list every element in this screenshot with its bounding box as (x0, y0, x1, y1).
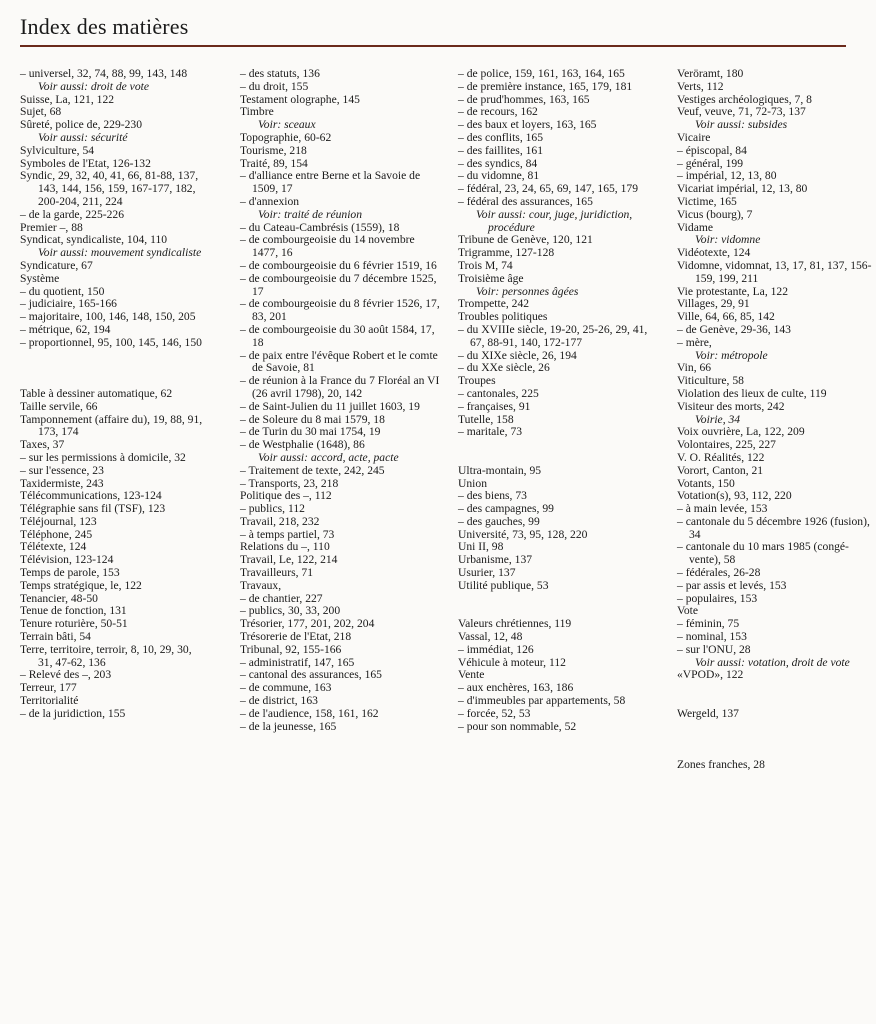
index-entry: – de Genève, 29-36, 143 (677, 322, 791, 336)
index-entry: Terreur, 177 (20, 681, 77, 695)
section-gap (677, 721, 872, 759)
index-entry: Voir: sceaux (258, 118, 316, 132)
index-entry: Téléphone, 245 (20, 527, 93, 541)
index-entry: Vente (458, 668, 485, 682)
index-entry: Voir: métropole (695, 348, 768, 362)
index-entry: – cantonale du 5 décembre 1926 (fusion), 34 (677, 514, 870, 541)
section-gap (458, 439, 653, 465)
index-entry: – majoritaire, 100, 146, 148, 150, 205 (20, 310, 196, 324)
index-entry: Veuf, veuve, 71, 72-73, 137 (677, 105, 806, 119)
index-entry: Vidéotexte, 124 (677, 246, 751, 260)
index-entry: Télévision, 123-124 (20, 553, 114, 567)
index-entry: Veröramt, 180 (677, 67, 744, 80)
index-entry: Syndicat, syndicaliste, 104, 110 (20, 233, 168, 247)
index-entry: – de première instance, 165, 179, 181 (458, 79, 633, 93)
index-entry: – d'immeubles par appartements, 58 (458, 694, 626, 708)
index-entry: – du quotient, 150 (20, 284, 105, 298)
index-column-2 (240, 68, 440, 733)
index-entry: Tenue de fonction, 131 (20, 604, 127, 618)
index-entry: – judiciaire, 165-166 (20, 297, 117, 311)
index-entry: – impérial, 12, 13, 80 (677, 169, 777, 183)
index-entry: – populaires, 153 (677, 591, 758, 605)
index-entry: Vorort, Canton, 21 (677, 463, 764, 477)
section-gap (458, 593, 653, 619)
index-entry: – proportionnel, 95, 100, 145, 146, 150 (20, 335, 202, 349)
index-entry: Valeurs chrétiennes, 119 (458, 617, 572, 631)
index-entry: Verts, 112 (677, 79, 724, 93)
index-entry: Vote (677, 604, 699, 618)
index-entry: Vie protestante, La, 122 (677, 284, 789, 298)
index-entry: Uni II, 98 (458, 540, 504, 554)
index-entry: Ville, 64, 66, 85, 142 (677, 310, 775, 324)
index-entry: Tribunal, 92, 155-166 (240, 642, 342, 656)
index-entry: Sujet, 68 (20, 105, 62, 119)
index-entry: – de police, 159, 161, 163, 164, 165 (458, 67, 625, 80)
index-entry: Voir aussi: subsides (695, 118, 788, 132)
index-entry: – par assis et levés, 153 (677, 578, 787, 592)
index-entry: – fédéral des assurances, 165 (458, 194, 593, 208)
index-entry: – de chantier, 227 (240, 591, 323, 605)
index-entry: Temps de parole, 153 (20, 566, 120, 580)
index-entry: – de Westphalie (1648), 86 (240, 438, 365, 452)
index-entry: Utilité publique, 53 (458, 578, 549, 592)
index-entry: Voir aussi: mouvement syndicaliste (38, 246, 202, 260)
index-entry: Volontaires, 225, 227 (677, 438, 776, 452)
index-entry: – de district, 163 (240, 694, 318, 708)
index-entry: Vestiges archéologiques, 7, 8 (677, 92, 812, 106)
index-entry: Suisse, La, 121, 122 (20, 92, 115, 106)
index-entry: Villages, 29, 91 (677, 297, 750, 311)
index-entry: Trois M, 74 (458, 258, 513, 272)
index-entry: Testament olographe, 145 (240, 92, 360, 106)
index-entry: Télécommunications, 123-124 (20, 489, 162, 503)
index-entry: – de réunion à la France du 7 Floréal an VI (26 avril 1798), 20, 142 (240, 374, 440, 400)
index-entry: Voir: traité de réunion (258, 207, 363, 221)
index-entry: Symboles de l'Etat, 126-132 (20, 156, 151, 170)
index-entry: Ultra-montain, 95 (458, 463, 542, 477)
index-entry: Territorialité (20, 694, 79, 708)
index-entry: Travailleurs, 71 (240, 566, 313, 580)
index-entry: Voir: vidomne (695, 233, 761, 247)
index-entry: – sur les permissions à domicile, 32 (20, 450, 186, 464)
index-entry: – universel, 32, 74, 88, 99, 143, 148 (20, 67, 188, 80)
index-column-3 (458, 68, 653, 733)
index-entry: – Traitement de texte, 242, 245 (240, 463, 385, 477)
index-entry: Taxidermiste, 243 (20, 476, 104, 490)
index-entry: Tenancier, 48-50 (20, 591, 98, 605)
index-entry: – de recours, 162 (458, 105, 538, 119)
index-entry: Votation(s), 93, 112, 220 (677, 489, 792, 503)
index-entry: – du XIXe siècle, 26, 194 (458, 348, 577, 362)
index-entry: – cantonal des assurances, 165 (240, 668, 382, 682)
index-entry: – de Saint-Julien du 11 juillet 1603, 19 (240, 399, 420, 413)
index-entry: – des statuts, 136 (240, 67, 320, 80)
index-entry: Visiteur des morts, 242 (677, 399, 785, 413)
index-entry: V. O. Réalités, 122 (677, 450, 765, 464)
index-entry: – des syndics, 84 (458, 156, 538, 170)
index-entry: – de l'audience, 158, 161, 162 (240, 706, 379, 720)
index-entry: Urbanisme, 137 (458, 553, 533, 567)
index-entry: – des biens, 73 (458, 489, 527, 503)
index-entry: Voir aussi: sécurité (38, 130, 128, 144)
index-entry: – métrique, 62, 194 (20, 322, 111, 336)
index-entry: – de la jeunesse, 165 (240, 719, 337, 733)
index-column-4 (677, 68, 872, 772)
index-entry: – pour son nommable, 52 (458, 719, 577, 733)
index-entry: Tutelle, 158 (458, 412, 514, 426)
index-entry: Syndic, 29, 32, 40, 41, 66, 81-88, 137, 143, 144, 156, 159, 167-177, 182, 200-204, 211, 224 (20, 169, 199, 208)
index-entry: Troisième âge (458, 271, 524, 285)
index-entry: Sûreté, police de, 229-230 (20, 118, 143, 132)
index-entry: – publics, 30, 33, 200 (240, 604, 341, 618)
index-entry: – de combourgeoisie du 8 février 1526, 17, 83, 201 (240, 297, 440, 324)
index-entry: – administratif, 147, 165 (240, 655, 355, 669)
index-entry: Travail, 218, 232 (240, 514, 320, 528)
index-entry: Votants, 150 (677, 476, 735, 490)
index-entry: – mère, (677, 335, 712, 349)
header-rule (20, 45, 846, 47)
index-entry: – d'alliance entre Berne et la Savoie de 1509, 17 (240, 169, 421, 196)
index-entry: Topographie, 60-62 (240, 130, 332, 144)
index-entry: Voir: personnes âgées (476, 284, 579, 298)
index-entry: – de combourgeoisie du 30 août 1584, 17, 18 (240, 322, 435, 349)
index-entry: – nominal, 153 (677, 630, 747, 644)
index-entry: «VPOD», 122 (677, 668, 744, 682)
index-entry: – forcée, 52, 53 (458, 706, 531, 720)
index-entry: Vidame (677, 220, 714, 234)
index-entry: – à main levée, 153 (677, 502, 768, 516)
index-entry: Wergeld, 137 (677, 706, 739, 720)
index-entry: Terre, territoire, terroir, 8, 10, 29, 30, 31, 47-62, 136 (20, 642, 192, 669)
index-entry: Troupes (458, 374, 496, 388)
index-entry: – de combourgeoisie du 6 février 1519, 16 (240, 258, 437, 272)
index-entry: Télégraphie sans fil (TSF), 123 (20, 502, 166, 516)
index-entry: Sylviculture, 54 (20, 143, 95, 157)
index-entry: Travaux, (240, 578, 282, 592)
index-entry: – Transports, 23, 218 (240, 476, 339, 490)
index-entry: Voix ouvrière, La, 122, 209 (677, 425, 805, 439)
index-entry: – des campagnes, 99 (458, 502, 554, 516)
index-entry: Relations du –, 110 (240, 540, 330, 554)
index-entry: – de combourgeoisie du 14 novembre 1477, 16 (240, 233, 415, 260)
index-entry: – sur l'ONU, 28 (677, 642, 751, 656)
index-entry: – fédéral, 23, 24, 65, 69, 147, 165, 179 (458, 182, 638, 196)
index-entry: Téléjournal, 123 (20, 514, 97, 528)
index-entry: Victime, 165 (677, 194, 737, 208)
index-entry: Vicaire (677, 130, 711, 144)
index-column-1 (20, 68, 205, 721)
index-entry: Trésorier, 177, 201, 202, 204 (240, 617, 375, 631)
index-entry: Terrain bâti, 54 (20, 630, 91, 644)
index-entry: Taille servile, 66 (20, 399, 98, 413)
index-entry: Trésorerie de l'Etat, 218 (240, 630, 352, 644)
index-entry: – de Soleure du 8 mai 1579, 18 (240, 412, 385, 426)
index-entry: Travail, Le, 122, 214 (240, 553, 338, 567)
index-entry: Traité, 89, 154 (240, 156, 308, 170)
index-entry: – aux enchères, 163, 186 (458, 681, 574, 695)
index-entry: Trigramme, 127-128 (458, 246, 555, 260)
index-entry: – des faillites, 161 (458, 143, 544, 157)
index-entry: – général, 199 (677, 156, 743, 170)
index-entry: Voir aussi: cour, juge, juridiction, procédure (476, 207, 633, 234)
index-entry: – de Turin du 30 mai 1754, 19 (240, 425, 381, 439)
index-entry: – de prud'hommes, 163, 165 (458, 92, 590, 106)
index-entry: Système (20, 271, 60, 285)
index-entry: – de la juridiction, 155 (20, 706, 126, 720)
section-gap (20, 350, 205, 388)
index-entry: Violation des lieux de culte, 119 (677, 386, 827, 400)
index-entry: Télétexte, 124 (20, 540, 87, 554)
index-entry: Voir aussi: droit de vote (38, 79, 149, 93)
index-entry: Union (458, 476, 487, 490)
index-entry: – des gauches, 99 (458, 514, 540, 528)
index-entry: – de la garde, 225-226 (20, 207, 124, 221)
index-entry: – du Cateau-Cambrésis (1559), 18 (240, 220, 400, 234)
index-entry: Taxes, 37 (20, 438, 65, 452)
index-entry: – Relevé des –, 203 (20, 668, 112, 682)
index-entry: Politique des –, 112 (240, 489, 332, 503)
index-entry: – à temps partiel, 73 (240, 527, 335, 541)
index-entry: Table à dessiner automatique, 62 (20, 386, 173, 400)
index-entry: Temps stratégique, le, 122 (20, 578, 142, 592)
index-entry: Syndicature, 67 (20, 258, 93, 272)
index-entry: – de combourgeoisie du 7 décembre 1525, 17 (240, 271, 437, 298)
index-entry: Vin, 66 (677, 361, 712, 375)
index-entry: – du droit, 155 (240, 79, 309, 93)
index-entry: – épiscopal, 84 (677, 143, 747, 157)
index-entry: – d'annexion (240, 194, 300, 208)
index-entry: Usurier, 137 (458, 566, 516, 580)
index-entry: – de commune, 163 (240, 681, 332, 695)
index-entry: – cantonale du 10 mars 1985 (congé-vente), 58 (677, 540, 849, 567)
index-entry: – françaises, 91 (458, 399, 531, 413)
index-entry: Voir aussi: accord, acte, pacte (258, 450, 399, 464)
index-entry: – sur l'essence, 23 (20, 463, 104, 477)
index-entry: – maritale, 73 (458, 425, 523, 439)
index-entry: – du XXe siècle, 26 (458, 361, 550, 375)
index-entry: Timbre (240, 105, 274, 119)
index-entry: Vicus (bourg), 7 (677, 207, 753, 221)
index-entry: Université, 73, 95, 128, 220 (458, 527, 588, 541)
page-title: Index des matières (20, 14, 189, 39)
index-entry: – des conflits, 165 (458, 130, 544, 144)
index-entry: – de paix entre l'évêque Robert et le comte de Savoie, 81 (240, 348, 438, 375)
index-entry: – du vidomne, 81 (458, 169, 540, 183)
index-entry: – fédérales, 26-28 (677, 566, 761, 580)
index-entry: Tenure roturière, 50-51 (20, 617, 128, 631)
index-entry: Trompette, 242 (458, 297, 530, 311)
index-entry: – cantonales, 225 (458, 386, 539, 400)
index-entry: – immédiat, 126 (458, 642, 534, 656)
index-entry: – du XVIIIe siècle, 19-20, 25-26, 29, 41, 67, 88-91, 140, 172-177 (458, 322, 648, 349)
index-entry: Vassal, 12, 48 (458, 630, 523, 644)
index-entry: – féminin, 75 (677, 617, 740, 631)
index-entry: Tourisme, 218 (240, 143, 307, 157)
index-entry: Vidomne, vidomnat, 13, 17, 81, 137, 156-159, 199, 211 (677, 258, 872, 285)
page-header (20, 14, 846, 47)
index-entry: Véhicule à moteur, 112 (458, 655, 566, 669)
index-entry: Tribune de Genève, 120, 121 (458, 233, 593, 247)
index-entry: Viticulture, 58 (677, 374, 744, 388)
section-gap (677, 682, 872, 708)
index-entry: Tamponnement (affaire du), 19, 88, 91, 173, 174 (20, 412, 203, 439)
index-entry: Voirie, 34 (695, 412, 741, 426)
index-entry: – des baux et loyers, 163, 165 (458, 118, 597, 132)
index-entry: Voir aussi: votation, droit de vote (695, 655, 850, 669)
index-entry: Vicariat impérial, 12, 13, 80 (677, 182, 808, 196)
index-entry: Zones franches, 28 (677, 758, 765, 772)
index-entry: Troubles politiques (458, 310, 548, 324)
index-entry: Premier –, 88 (20, 220, 83, 234)
index-entry: – publics, 112 (240, 502, 305, 516)
